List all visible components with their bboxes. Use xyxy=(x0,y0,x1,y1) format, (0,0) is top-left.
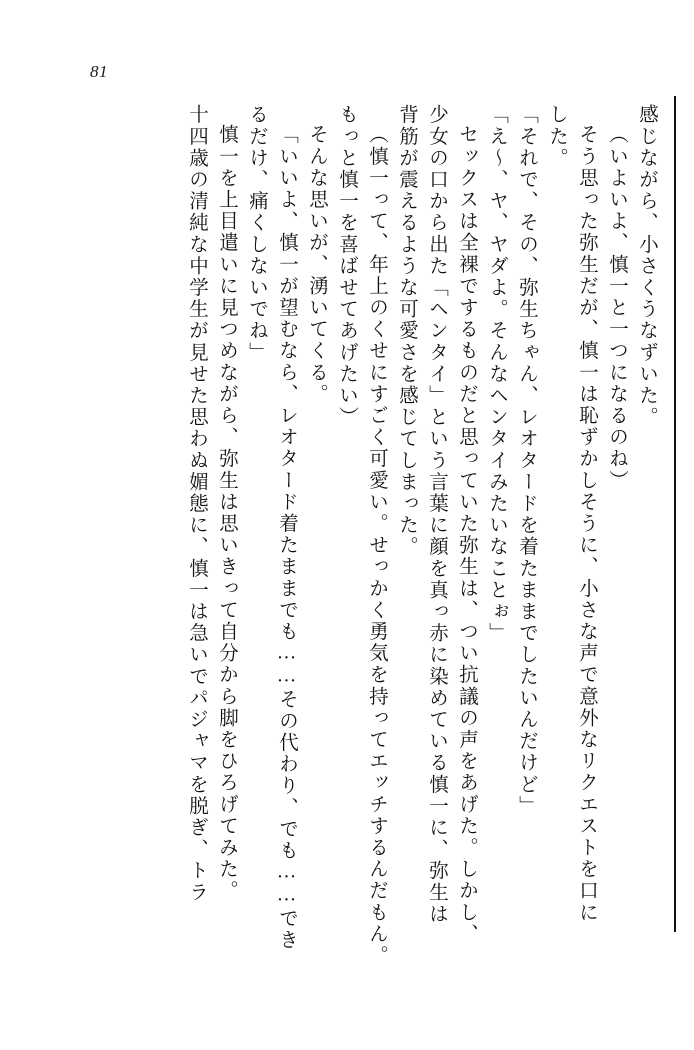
text-column: （いよいよ、慎一と一つになるのね） xyxy=(606,124,627,492)
text-column: 「それで、その、弥生ちゃん、レオタードを着たままでしたいんだけど」 xyxy=(516,104,537,817)
text-column: 十四歳の清純な中学生が見せた思わぬ媚態に、慎一は急いでパジャマを脱ぎ、トラ xyxy=(186,104,207,904)
text-column: 背筋が震えるような可愛さを感じてしまった。 xyxy=(396,104,417,558)
text-column: 慎一を上目遣いに見つめながら、弥生は思いきって自分から脚をひろげてみた。 xyxy=(216,124,237,902)
text-column: 「いいよ、慎一が望むなら、レオタード着たままでも……その代わり、でも……でき xyxy=(276,124,297,951)
text-column: るだけ、痛くしないでね」 xyxy=(246,104,267,364)
text-column: そう思った弥生だが、慎一は恥ずかしそうに、小さな声で意外なリクエストを口に xyxy=(576,124,597,924)
text-column: した。 xyxy=(546,104,567,169)
text-column: 感じながら、小さくうなずいた。 xyxy=(636,104,657,428)
text-column: もっと慎一を喜ばせてあげたい） xyxy=(336,104,357,428)
page-edge-rule xyxy=(674,96,676,932)
vertical-text-block xyxy=(56,104,657,967)
text-column: （慎一って、年上のくせにすごく可愛い。せっかく勇気を持ってエッチするんだもん。 xyxy=(366,124,387,967)
text-column: セックスは全裸でするものだと思っていた弥生は、つい抗議の声をあげた。しかし、 xyxy=(456,124,477,945)
text-column: そんな思いが、湧いてくる。 xyxy=(306,124,327,405)
text-column: 少女の口から出た「ヘンタイ」という言葉に顔を真っ赤に染めている慎一に、弥生は xyxy=(426,104,447,925)
text-column: 「え～、ヤ、ヤダよ。そんなヘンタイみたいなことぉ」 xyxy=(486,104,507,644)
page-number: 81 xyxy=(90,62,108,81)
